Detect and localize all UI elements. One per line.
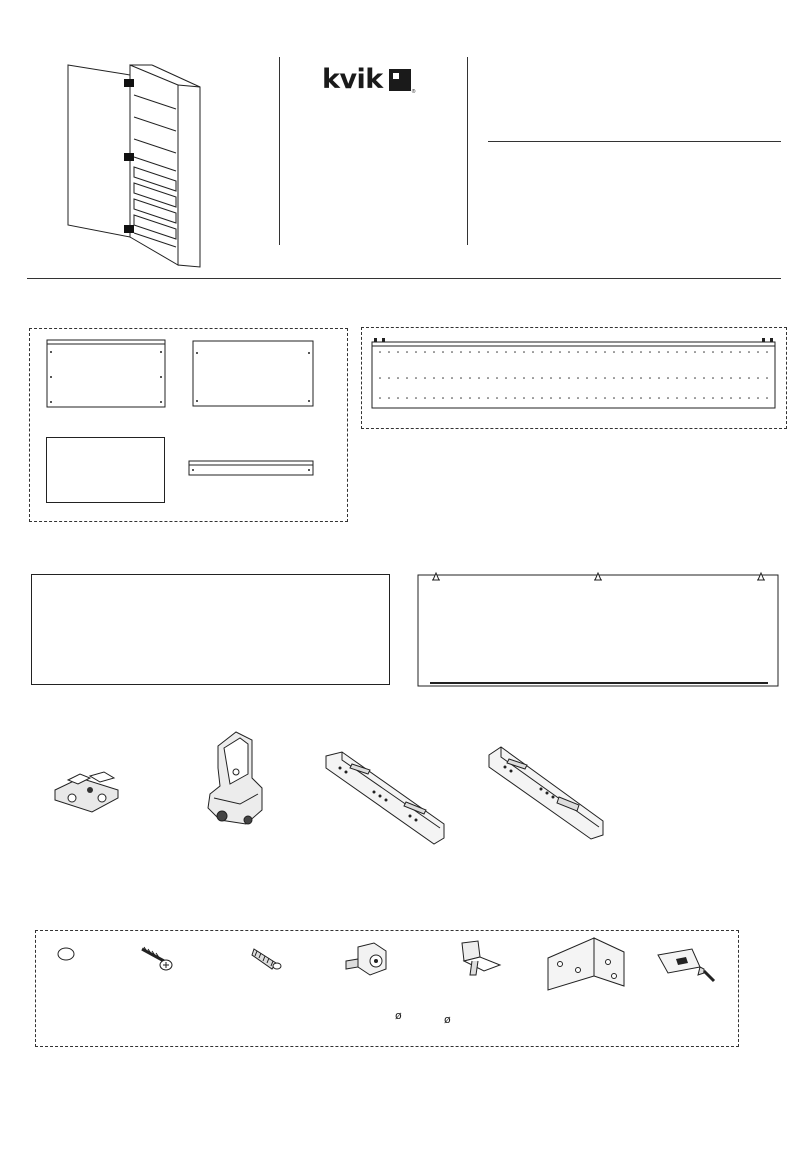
drill-hole — [514, 377, 516, 379]
drill-hole — [766, 351, 768, 353]
drill-hole — [505, 377, 507, 379]
drill-hole — [730, 377, 732, 379]
fittings-group — [35, 930, 739, 1047]
section-divider — [27, 278, 781, 279]
drill-hole — [424, 397, 426, 399]
drill-hole — [712, 397, 714, 399]
drill-hole — [568, 397, 570, 399]
drill-hole — [397, 397, 399, 399]
drill-hole — [559, 351, 561, 353]
shelf-part — [46, 437, 165, 503]
drill-hole — [415, 377, 417, 379]
drill-hole — [388, 351, 390, 353]
side-panels-group — [361, 327, 787, 429]
drawer-runner-left-icon — [322, 750, 450, 848]
drill-hole — [757, 351, 759, 353]
drill-hole — [667, 397, 669, 399]
drill-hole — [487, 351, 489, 353]
drill-hole — [595, 397, 597, 399]
drill-hole — [622, 397, 624, 399]
drill-hole — [559, 377, 561, 379]
drill-hole — [649, 377, 651, 379]
drill-hole — [739, 377, 741, 379]
drill-hole — [631, 377, 633, 379]
drill-hole — [649, 397, 651, 399]
drill-hole — [703, 377, 705, 379]
drill-hole — [748, 351, 750, 353]
drill-hole — [505, 351, 507, 353]
drill-hole — [631, 351, 633, 353]
carcass-parts-group — [29, 328, 348, 522]
drill-hole — [730, 351, 732, 353]
plastic-dowel-icon — [250, 945, 286, 973]
drill-hole — [478, 397, 480, 399]
drill-hole — [622, 351, 624, 353]
header-divider-1 — [279, 57, 280, 245]
drill-hole — [550, 351, 552, 353]
drill-hole — [766, 397, 768, 399]
drill-hole — [694, 351, 696, 353]
drill-hole — [442, 377, 444, 379]
drill-hole — [631, 397, 633, 399]
cabinet-illustration-icon — [60, 55, 210, 270]
drill-hole — [487, 397, 489, 399]
drill-hole — [460, 377, 462, 379]
brand-registered: ® — [411, 89, 416, 95]
diameter-label: ø — [444, 1013, 451, 1026]
drill-hole — [433, 351, 435, 353]
drill-hole — [721, 397, 723, 399]
drill-hole — [676, 351, 678, 353]
drill-hole — [568, 351, 570, 353]
drill-hole — [469, 351, 471, 353]
door-panel-part — [418, 570, 780, 688]
drill-hole — [667, 377, 669, 379]
drill-hole — [757, 397, 759, 399]
drill-hole — [559, 397, 561, 399]
drill-hole — [415, 397, 417, 399]
drill-hole — [586, 397, 588, 399]
concealed-hinge-icon — [200, 728, 272, 830]
drill-hole — [523, 397, 525, 399]
wood-screw-icon — [140, 947, 174, 973]
drill-hole — [757, 377, 759, 379]
drill-hole — [388, 397, 390, 399]
drill-hole — [667, 351, 669, 353]
brand-mark-icon — [389, 69, 411, 91]
drill-hole — [640, 377, 642, 379]
drill-hole — [433, 397, 435, 399]
drill-hole — [397, 351, 399, 353]
angle-bracket-icon — [546, 936, 628, 992]
drill-hole — [640, 351, 642, 353]
drill-hole — [442, 351, 444, 353]
drill-hole — [604, 351, 606, 353]
drill-hole — [496, 351, 498, 353]
drill-hole — [694, 397, 696, 399]
brand-logo — [322, 64, 415, 95]
drill-hole — [523, 377, 525, 379]
drill-hole — [622, 377, 624, 379]
glue-tube-icon — [656, 947, 716, 987]
drill-hole — [595, 351, 597, 353]
drill-hole — [640, 397, 642, 399]
shelf-support-pin-icon — [456, 939, 504, 979]
drill-hole — [658, 351, 660, 353]
drill-hole — [406, 377, 408, 379]
drill-hole — [568, 377, 570, 379]
drill-hole — [730, 397, 732, 399]
drill-hole — [496, 377, 498, 379]
drill-hole — [442, 397, 444, 399]
drawer-runner-right-icon — [485, 745, 607, 841]
drill-hole — [523, 351, 525, 353]
drill-hole — [460, 351, 462, 353]
drill-hole — [694, 377, 696, 379]
drill-hole — [586, 377, 588, 379]
drill-hole — [514, 351, 516, 353]
drill-hole — [541, 377, 543, 379]
drill-hole — [586, 351, 588, 353]
drill-hole — [424, 377, 426, 379]
drill-hole — [451, 397, 453, 399]
drill-hole — [406, 351, 408, 353]
drill-hole — [379, 351, 381, 353]
drill-hole — [406, 397, 408, 399]
rail-part — [189, 461, 319, 477]
drill-hole — [748, 397, 750, 399]
drill-hole — [478, 377, 480, 379]
drill-hole — [595, 377, 597, 379]
cam-connector-icon — [344, 941, 392, 981]
drill-hole — [469, 397, 471, 399]
drill-hole — [532, 397, 534, 399]
hinge-mounting-plate-icon — [50, 768, 130, 818]
brand-name: kvik — [322, 64, 383, 95]
side-panel-part — [372, 338, 777, 410]
top-panel-part — [47, 340, 167, 410]
drill-hole — [613, 397, 615, 399]
drill-hole — [379, 377, 381, 379]
drill-hole — [577, 397, 579, 399]
drill-hole — [703, 397, 705, 399]
drill-hole — [550, 377, 552, 379]
drill-hole — [478, 351, 480, 353]
drill-hole — [685, 397, 687, 399]
drill-hole — [496, 397, 498, 399]
drill-hole — [604, 377, 606, 379]
drill-hole — [577, 377, 579, 379]
drill-hole — [460, 397, 462, 399]
drill-hole — [541, 397, 543, 399]
bottom-panel-part — [193, 341, 315, 409]
drill-hole — [712, 351, 714, 353]
drill-hole — [379, 397, 381, 399]
drill-hole — [703, 351, 705, 353]
drill-hole — [649, 351, 651, 353]
drill-hole — [739, 397, 741, 399]
drill-hole — [577, 351, 579, 353]
drill-hole — [613, 351, 615, 353]
drill-hole — [397, 377, 399, 379]
drill-hole — [469, 377, 471, 379]
drill-hole — [676, 397, 678, 399]
drill-hole — [739, 351, 741, 353]
drill-hole — [541, 351, 543, 353]
cover-cap-icon — [57, 947, 77, 961]
drill-hole — [604, 397, 606, 399]
drill-hole — [388, 377, 390, 379]
drill-hole — [532, 351, 534, 353]
drill-hole — [685, 377, 687, 379]
drill-hole — [451, 377, 453, 379]
drill-hole — [721, 377, 723, 379]
drill-hole — [658, 397, 660, 399]
drill-hole — [613, 377, 615, 379]
drill-hole — [676, 377, 678, 379]
header-rule — [488, 141, 781, 142]
drill-hole — [658, 377, 660, 379]
drill-hole — [532, 377, 534, 379]
header-divider-2 — [467, 57, 468, 245]
drill-hole — [685, 351, 687, 353]
drill-hole — [451, 351, 453, 353]
drill-hole — [424, 351, 426, 353]
drill-hole — [748, 377, 750, 379]
drill-hole — [415, 351, 417, 353]
drill-hole — [721, 351, 723, 353]
drill-hole — [712, 377, 714, 379]
back-panel-part — [31, 574, 390, 685]
diameter-label: ø — [395, 1009, 402, 1022]
drill-hole — [766, 377, 768, 379]
drill-hole — [487, 377, 489, 379]
drill-hole — [505, 397, 507, 399]
drill-hole — [514, 397, 516, 399]
drill-hole — [433, 377, 435, 379]
drill-hole — [550, 397, 552, 399]
